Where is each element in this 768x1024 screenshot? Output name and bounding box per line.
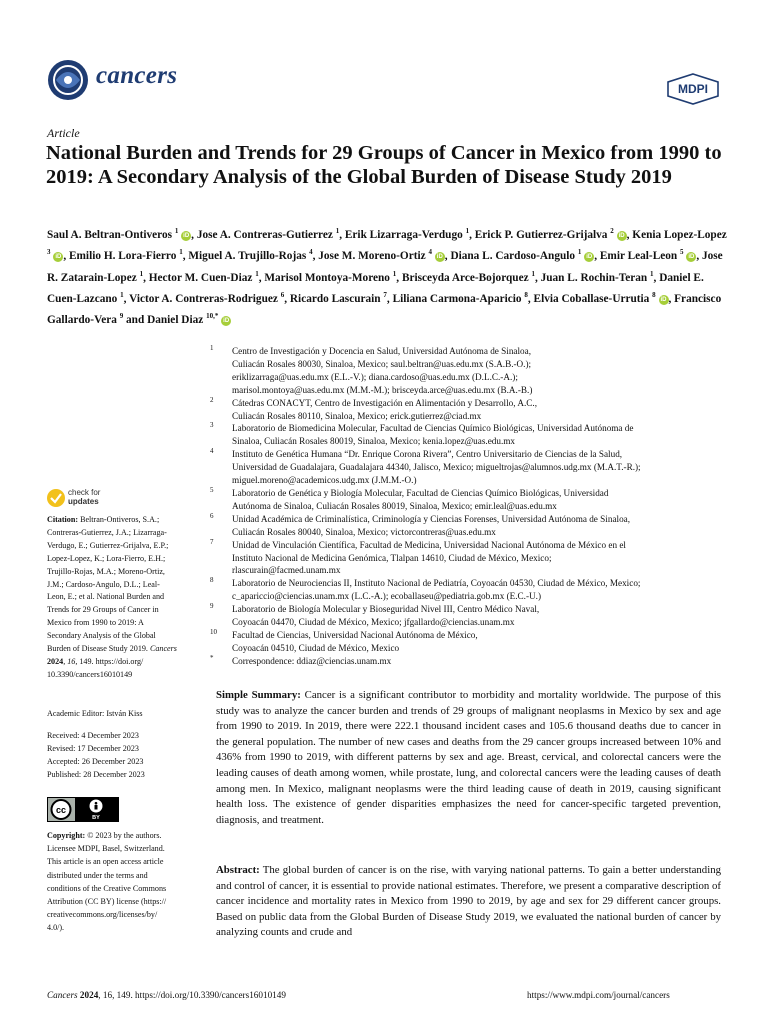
affiliation-item bbox=[210, 448, 730, 487]
affiliation-item bbox=[210, 513, 730, 539]
copyright-line bbox=[47, 921, 195, 934]
check-line-1: check for bbox=[68, 488, 101, 497]
citation-journal: Cancers bbox=[149, 644, 177, 654]
author-affiliation-ref: 1 bbox=[120, 290, 124, 299]
author-name: Daniel E. Cuen-Lazcano bbox=[47, 271, 704, 305]
affiliation-line: Culiacán Rosales 80040, Sinaloa, Mexico; victorcontreras@uas.edu.mx bbox=[232, 526, 496, 537]
cancers-logo-icon bbox=[44, 58, 92, 102]
affiliation-number: 3 bbox=[210, 421, 214, 430]
check-line-2: updates bbox=[68, 497, 99, 506]
affiliation-line: Laboratorio de Genética y Biología Molecular, Facultad de Ciencias Químico Biológicas, Universidad bbox=[232, 487, 609, 498]
citation-doi[interactable]: 10.3390/cancers16010149 bbox=[47, 669, 133, 679]
copyright-text: 4.0/). bbox=[47, 923, 65, 933]
author-affiliation-ref: 1 bbox=[650, 269, 654, 278]
affiliation-item bbox=[210, 397, 730, 423]
copyright-text: Attribution (CC BY) license (https:// bbox=[47, 897, 167, 907]
citation-line bbox=[47, 630, 195, 643]
citation-line bbox=[47, 566, 195, 579]
affiliation-line: Sinaloa, Culiacán Rosales 80019, Sinaloa, Mexico; kenia.lopez@uas.edu.mx bbox=[232, 436, 516, 447]
date-line: Accepted: 26 December 2023 bbox=[47, 757, 144, 766]
footer-citation bbox=[47, 990, 286, 1000]
copyright-line bbox=[47, 829, 195, 842]
copyright-line bbox=[47, 908, 195, 921]
author-name: Francisco Gallardo-Vera bbox=[47, 292, 722, 326]
affiliation-item bbox=[210, 577, 730, 603]
affiliation-line: Laboratorio de Biología Molecular y Bioseguridad Nivel III, Centro Médico Naval, bbox=[232, 604, 540, 615]
date-line: Revised: 17 December 2023 bbox=[47, 744, 139, 753]
affiliation-line: Laboratorio de Biomedicina Molecular, Facultad de Ciencias Químico Biológicas, Universidad Autónoma de bbox=[232, 423, 634, 434]
mdpi-label: MDPI bbox=[678, 82, 708, 96]
citation-text: Lopez-Lopez, K.; Lora-Fierro, E.H.; bbox=[47, 553, 166, 563]
abstract-text: The global burden of cancer is on the rise, with varying national patterns. To gain a better understanding and control of cancer, it is essential to provide national estimates. Therefore, we present a comparative description of cancer incidence and mortality rates in Mexico from 1990 to 2019, by age and sex for 29 different cancer groups. Based on public data from the Global Burden of Disease Study 2019, we evaluated the national burden of cancer by analyzing counts and crude and bbox=[216, 864, 721, 939]
orcid-icon[interactable]: iD bbox=[586, 254, 593, 261]
author-name: Brisceyda Arce-Bojorquez bbox=[401, 271, 529, 284]
author-affiliation-ref: 4 bbox=[309, 248, 313, 257]
author-name: Liliana Carmona-Aparicio bbox=[392, 292, 522, 305]
affiliation-line: Cátedras CONACYT, Centro de Investigación en Alimentación y Desarrollo, A.C., bbox=[232, 397, 537, 408]
author-affiliation-ref: 1 bbox=[465, 227, 470, 235]
footer-journal: Cancers bbox=[47, 990, 78, 1000]
author-name: Miguel A. Trujillo-Rojas bbox=[188, 250, 307, 263]
affiliation-number: 5 bbox=[210, 485, 214, 494]
simple-summary-text: Cancer is a significant contributor to morbidity and mortality worldwide. The purpose of this study was to analyze the cancer burden and trends of 29 groups of malignant neoplasms in Mexico by sex and age from 1990 to 2019. In 2019, there were 222.1 thousand incident cases and 105.6 thousand deaths due to cancer in the general population. The number of new cases and deaths from the 29 cancer groups increased between 10% and 436% from 1990 to 2019, with different patterns by sex and age. Breast, cervical, and colorectal cancers were the leading causes of death among women, while prostate, lung, and colorectal cancers were the leading causes of death among men. In Mexico, malignant neoplasms were the third leading cause of death in 2019, causing significant health loss. The existence of gender disparities emphasizes the need for cancer-specific targeted prevention, diagnosis, and treatment. bbox=[216, 689, 721, 826]
citation-label: Citation: bbox=[47, 515, 79, 524]
abstract-label: Abstract: bbox=[216, 864, 260, 876]
affiliation-line: Autónoma de Sinaloa, Culiacán Rosales 80019, Sinaloa, Mexico; emir.leal@uas.edu.mx bbox=[232, 500, 557, 511]
author-affiliation-ref: 1 bbox=[392, 269, 397, 278]
copyright-line bbox=[47, 882, 195, 895]
author-affiliation-ref: 8 bbox=[652, 290, 656, 299]
author-affiliation-ref: 8 bbox=[524, 290, 528, 299]
orcid-icon[interactable]: iD bbox=[618, 232, 625, 239]
copyright-text: creativecommons.org/licenses/by/ bbox=[47, 910, 158, 920]
affiliation-item bbox=[210, 629, 730, 655]
author-name: Emir Leal-Leon bbox=[599, 250, 678, 263]
affiliation-line: Universidad de Guadalajara, Guadalajara 44340, Jalisco, Mexico; migueltrojas@alumnos.udg.mx (M.A.T.-R.); bbox=[232, 462, 641, 473]
cc-by-label: BY bbox=[92, 815, 100, 821]
citation-line bbox=[47, 579, 195, 592]
affiliation-line: Coyoacán 04510, Ciudad de México, Mexico bbox=[232, 642, 400, 653]
affiliation-number: * bbox=[210, 653, 214, 662]
author-affiliation-ref: 1 bbox=[335, 227, 340, 235]
author-affiliation-ref: 2 bbox=[610, 227, 614, 235]
author-affiliation-ref: 1 bbox=[179, 248, 183, 257]
citation-line bbox=[47, 553, 195, 566]
citation-text: J.M.; Cardoso-Angulo, D.L.; Leal- bbox=[47, 579, 160, 589]
author-affiliation-ref: 1 bbox=[531, 269, 535, 278]
affiliation-line: marisol.montoya@uas.edu.mx (M.M.-M.); brisceyda.arce@uas.edu.mx (B.A.-B.) bbox=[232, 384, 533, 395]
affiliation-number: 10 bbox=[210, 627, 217, 636]
author-affiliation-ref: 5 bbox=[680, 248, 684, 257]
affiliation-number: 6 bbox=[210, 511, 214, 520]
copyright-text: This article is an open access article bbox=[47, 857, 164, 867]
author-affiliation-ref: 1 bbox=[577, 248, 582, 257]
copyright-text: distributed under the terms and bbox=[47, 870, 148, 880]
affiliation-item bbox=[210, 539, 730, 578]
article-title: National Burden and Trends for 29 Groups of Cancer in Mexico from 1990 to 2019: A Secondary Analysis of the Global Burden of Disease Study 2019 bbox=[46, 142, 722, 188]
author-name: Ricardo Lascurain bbox=[289, 292, 381, 305]
footer-journal-link[interactable]: https://www.mdpi.com/journal/cancers bbox=[527, 990, 670, 1000]
author-name: Erick P. Gutierrez-Grijalva bbox=[474, 228, 608, 241]
affiliation-number: 4 bbox=[210, 447, 214, 456]
author-affiliation-ref: 6 bbox=[280, 290, 285, 299]
orcid-icon[interactable]: iD bbox=[223, 317, 230, 324]
citation-line: 2024, 16, 149. https://doi.org/ bbox=[47, 656, 144, 666]
author-name: Kenia Lopez-Lopez bbox=[632, 228, 727, 241]
author-affiliation-ref: 10,* bbox=[206, 312, 219, 321]
affiliation-line: Culiacán Rosales 80030, Sinaloa, Mexico; saul.beltran@uas.edu.mx (S.A.B.-O.); bbox=[232, 358, 532, 369]
affiliation-line: Unidad de Vinculación Científica, Facultad de Medicina, Universidad Nacional Autónoma de México en el bbox=[232, 539, 626, 550]
affiliation-line: miguel.moreno@academicos.udg.mx (J.M.M.-O.) bbox=[232, 475, 417, 486]
author-affiliation-ref: 1 bbox=[174, 227, 179, 235]
author-name: Jose A. Contreras-Gutierrez bbox=[196, 228, 333, 241]
citation-text: Trujillo-Rojas, M.A.; Moreno-Ortiz, bbox=[47, 566, 165, 576]
copyright-label: Copyright: bbox=[47, 831, 86, 840]
orcid-icon[interactable]: iD bbox=[688, 254, 695, 261]
citation-year: 2024 bbox=[47, 656, 64, 666]
author-affiliation-ref: 9 bbox=[119, 312, 124, 321]
citation-line bbox=[47, 591, 195, 604]
affiliation-line: Laboratorio de Neurociencias II, Instituto Nacional de Pediatría, Coyoacán 04530, Ciudad de México, Mexico; bbox=[232, 578, 641, 589]
affiliation-item bbox=[210, 655, 730, 668]
author-name: Diana L. Cardoso-Angulo bbox=[450, 250, 576, 263]
affiliation-line: Correspondence: ddiaz@ciencias.unam.mx bbox=[232, 655, 392, 666]
author-name: Daniel Diaz bbox=[147, 313, 204, 326]
copyright-line bbox=[47, 855, 195, 868]
affiliation-line: Culiacán Rosales 80110, Sinaloa, Mexico; erick.gutierrez@ciad.mx bbox=[232, 410, 482, 421]
citation-text: Burden of Disease Study 2019. bbox=[47, 644, 148, 654]
author-affiliation-ref: 4 bbox=[428, 248, 432, 257]
copyright-line bbox=[47, 895, 195, 908]
copyright-text: Licensee MDPI, Basel, Switzerland. bbox=[47, 844, 165, 854]
author-affiliation-ref: 1 bbox=[255, 269, 259, 278]
affiliation-number: 7 bbox=[210, 537, 214, 546]
date-line: Published: 28 December 2023 bbox=[47, 770, 145, 779]
simple-summary-label: Simple Summary: bbox=[216, 689, 301, 701]
copyright-text: © 2023 by the authors. bbox=[85, 831, 162, 840]
author-name: Emilio H. Lora-Fierro bbox=[68, 250, 177, 263]
svg-text:cc: cc bbox=[55, 805, 67, 815]
author-name: Juan L. Rochin-Teran bbox=[540, 271, 648, 284]
affiliation-item bbox=[210, 345, 730, 397]
orcid-icon[interactable]: iD bbox=[660, 296, 667, 303]
citation-block bbox=[47, 514, 195, 682]
author-affiliation-ref: 3 bbox=[47, 248, 51, 257]
author-name: Marisol Montoya-Moreno bbox=[264, 271, 390, 284]
author-list: Saul A. Beltran-Ontiveros $^1$ iD , Jose A. Contreras-Gutierrez $^1$, Erik Lizarraga-Verdugo $^1$, Erick P. Gutierrez-Grijalva $^2$ iD , Kenia Lopez-Lopez $^3$ iD , Emilio H. Lora-Fierro $^1$, Miguel A. Trujillo-Rojas $^4$, Jose M. Moreno-Ortiz $^4$ iD , Diana L. Cardoso-Angulo $^1$ iD , Emir Leal-Leon $^5$ iD , Jose R. Zatarain-Lopez $^1$, Hector M. Cuen-Diaz $^1$, Marisol Montoya-Moreno $^1$, Brisceyda Arce-Bojorquez $^1$, Juan L. Rochin-Teran $^1$, Daniel E. Cuen-Lazcano $^1$, Victor A. Contreras-Rodriguez $^6$, Ricardo Lascurain $^7$, Liliana Carmona-Aparicio $^8$, Elvia Coballase-Urrutia $^8$ iD , Francisco Gallardo-Vera $^9$ and Daniel Diaz $^{10,*}$ iD bbox=[47, 227, 727, 326]
author-name: Hector M. Cuen-Diaz bbox=[148, 271, 253, 284]
footer-year: 2024 bbox=[79, 990, 99, 1000]
citation-line bbox=[47, 617, 195, 630]
abstract bbox=[216, 863, 721, 941]
citation-text: Leon, E.; et al. National Burden and bbox=[47, 592, 165, 602]
author-name: Victor A. Contreras-Rodriguez bbox=[129, 292, 278, 305]
affiliation-item bbox=[210, 603, 730, 629]
copyright-block bbox=[47, 829, 195, 935]
author-name: Jose R. Zatarain-Lopez bbox=[47, 250, 723, 284]
citation-text: Verdugo, E.; Gutierrez-Grijalva, E.P.; bbox=[47, 540, 169, 550]
mdpi-logo-icon bbox=[666, 72, 720, 106]
affiliation-number: 9 bbox=[210, 602, 214, 611]
orcid-icon[interactable]: iD bbox=[183, 232, 190, 239]
orcid-icon[interactable]: iD bbox=[55, 254, 62, 261]
simple-summary bbox=[216, 688, 721, 828]
affiliations-list bbox=[210, 345, 730, 668]
author-name: Jose M. Moreno-Ortiz bbox=[318, 250, 426, 263]
copyright-line bbox=[47, 869, 195, 882]
copyright-text: conditions of the Creative Commons bbox=[47, 883, 167, 893]
affiliation-item bbox=[210, 487, 730, 513]
affiliation-number: 2 bbox=[210, 395, 214, 404]
article-type: Article bbox=[47, 126, 80, 140]
affiliation-line: rlascurain@facmed.unam.mx bbox=[232, 565, 341, 576]
citation-text: Contreras-Gutierrez, J.A.; Lizarraga- bbox=[47, 527, 167, 537]
affiliation-line: Centro de Investigación y Docencia en Salud, Universidad Autónoma de Sinaloa, bbox=[232, 346, 532, 356]
citation-line bbox=[47, 643, 195, 656]
author-affiliation-ref: 1 bbox=[139, 269, 144, 278]
journal-name: cancers bbox=[96, 62, 178, 89]
orcid-icon[interactable]: iD bbox=[436, 254, 443, 261]
author-name: Saul A. Beltran-Ontiveros bbox=[47, 228, 173, 241]
author-affiliation-ref: 7 bbox=[383, 290, 387, 299]
publication-dates bbox=[47, 729, 145, 781]
affiliation-line: Coyoacán 04470, Ciudad de México, Mexico; jfgallardo@ciencias.unam.mx bbox=[232, 617, 515, 628]
citation-volume: 16 bbox=[67, 656, 76, 666]
cc-by-license-icon[interactable] bbox=[47, 797, 119, 822]
affiliation-line: Facultad de Ciencias, Universidad Nacional Autónoma de México, bbox=[232, 629, 478, 640]
copyright-line bbox=[47, 842, 195, 855]
affiliation-line: Unidad Académica de Criminalística, Criminología y Ciencias Forenses, Universidad Autónoma de Sinaloa, bbox=[232, 513, 631, 524]
citation-text: Trends for 29 Groups of Cancer in bbox=[47, 605, 159, 615]
citation-line bbox=[47, 514, 195, 527]
author-conjunction: and bbox=[126, 313, 145, 326]
affiliation-line: eriklizarraga@uas.edu.mx (E.L.-V.); diana.cardoso@uas.edu.mx (D.L.C.-A.); bbox=[232, 371, 518, 382]
author-name: Erik Lizarraga-Verdugo bbox=[344, 228, 463, 241]
affiliation-line: Instituto de Genética Humana “Dr. Enrique Corona Rivera”, Centro Universitario de Ciencias de la Salud, bbox=[232, 449, 623, 460]
affiliation-line: Instituto Nacional de Medicina Genómica, Tlalpan 14610, Ciudad de México, Mexico; bbox=[232, 552, 552, 563]
footer-rest: , 16, 149. https://doi.org/10.3390/cancers16010149 bbox=[98, 990, 286, 1000]
citation-text: Secondary Analysis of the Global bbox=[47, 631, 156, 641]
affiliation-number: 1 bbox=[210, 344, 214, 352]
affiliation-number: 8 bbox=[210, 576, 214, 585]
citation-line bbox=[47, 604, 195, 617]
citation-pages: , 149. https://doi.org/ bbox=[75, 656, 144, 666]
citation-line bbox=[47, 527, 195, 540]
citation-text: Beltran-Ontiveros, S.A.; bbox=[80, 515, 160, 524]
date-line: Received: 4 December 2023 bbox=[47, 731, 139, 740]
affiliation-line: c_apariccio@ciencias.unam.mx (L.C.-A.); ecoballaseu@pediatria.gob.mx (E.C.-U.) bbox=[232, 591, 542, 602]
citation-text: Mexico from 1990 to 2019: A bbox=[47, 618, 144, 628]
citation-line bbox=[47, 540, 195, 553]
check-for-updates-label[interactable] bbox=[68, 488, 100, 506]
academic-editor: Academic Editor: István Kiss bbox=[47, 709, 143, 718]
author-name: Elvia Coballase-Urrutia bbox=[533, 292, 650, 305]
affiliation-item bbox=[210, 422, 730, 448]
